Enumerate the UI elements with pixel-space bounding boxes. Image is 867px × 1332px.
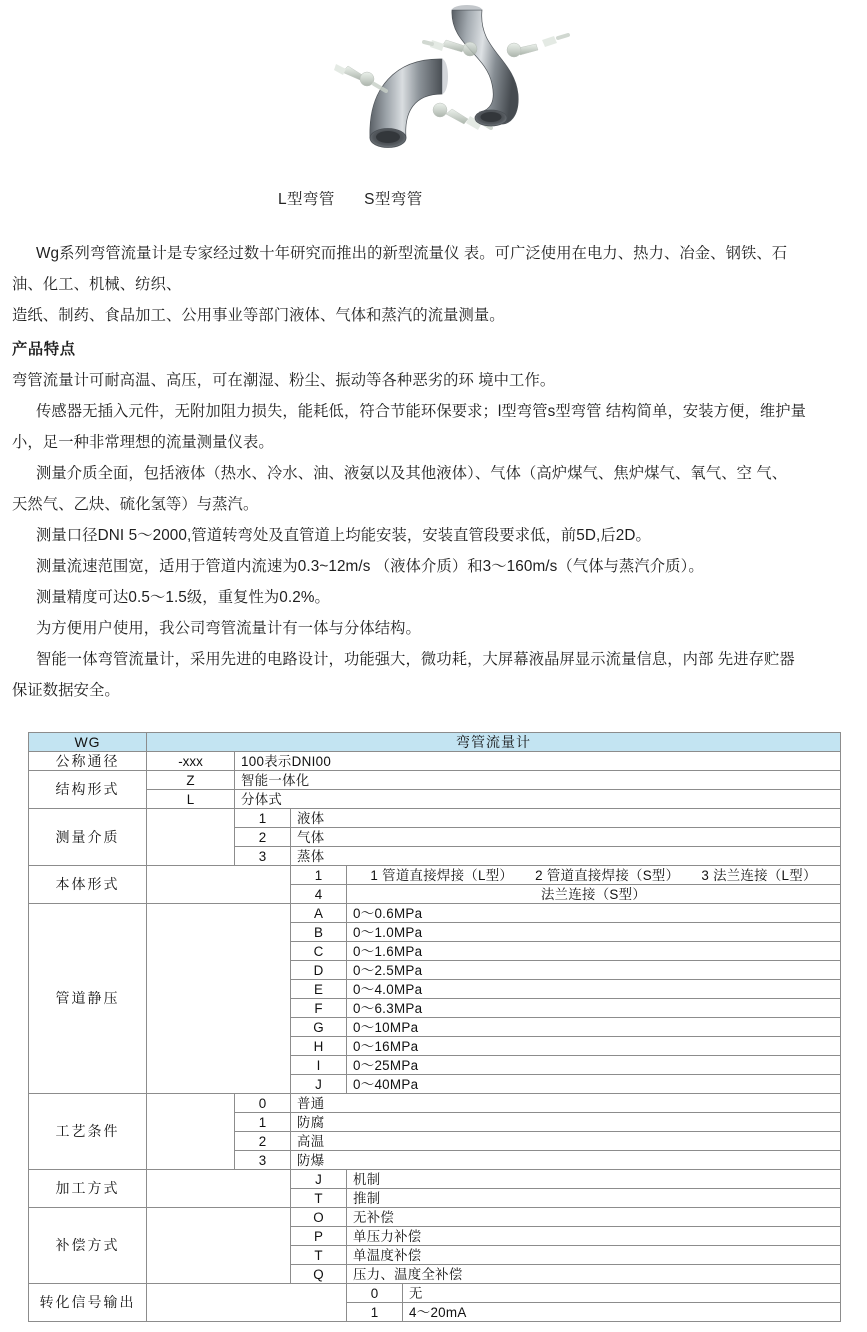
spec-value: 防爆 [291,1151,841,1170]
spec-value: 液体 [291,809,841,828]
spec-value: 分体式 [235,790,841,809]
spec-value: 4～20mA [403,1303,841,1322]
spec-code: 0 [347,1284,403,1303]
spec-value: 0～40MPa [347,1075,841,1094]
table-row [29,771,841,790]
spec-table-wrap [28,732,840,1322]
spec-value: 0～6.3MPa [347,999,841,1018]
table-header-row [29,733,841,752]
spec-value: 单温度补偿 [347,1246,841,1265]
spec-code: 1 [291,866,347,885]
spec-code: O [291,1208,347,1227]
spec-value: 100表示DNI00 [235,752,841,771]
spec-code: T [291,1189,347,1208]
spec-spacer [147,1208,291,1284]
spec-value: 蒸体 [291,847,841,866]
spec-value: 0～10MPa [347,1018,841,1037]
spec-code: C [291,942,347,961]
valve-fitting-icon [507,35,568,57]
spec-category: 公称通径 [29,752,147,771]
spec-code: 1 [235,1113,291,1132]
illustration-caption [0,180,867,220]
spec-code: B [291,923,347,942]
body-form-option: 3 法兰连接（L型） [701,867,817,883]
spec-category: 转化信号输出 [29,1284,147,1322]
caption-s-type: S型弯管 [364,191,423,208]
table-row [29,1284,841,1303]
spec-value: 智能一体化 [235,771,841,790]
table-row [29,904,841,923]
body-paragraph: 保证数据安全。 [12,682,120,699]
spec-code: 3 [235,847,291,866]
spec-code: P [291,1227,347,1246]
spec-code: Z [147,771,235,790]
spec-code: Q [291,1265,347,1284]
l-type-elbow-graphic [334,59,491,148]
table-row [29,1170,841,1189]
body-paragraph: 测量精度可达0.5～1.5级，重复性为0.2%。 [36,589,330,606]
spec-code: 1 [347,1303,403,1322]
spec-spacer [147,1094,235,1170]
spec-code: 2 [235,1132,291,1151]
spec-code: J [291,1170,347,1189]
body-paragraph: 油、化工、机械、纺织、 [12,276,182,293]
spec-code: -xxx [147,752,235,771]
table-row [29,790,841,809]
spec-code: A [291,904,347,923]
hero-illustration [0,0,867,180]
spec-spacer [147,866,291,904]
table-row [29,866,841,885]
body-paragraph: 弯管流量计可耐高温、高压，可在潮湿、粉尘、振动等各种恶劣的环 境中工作。 [12,372,556,389]
spec-value: 0～1.6MPa [347,942,841,961]
body-form-option: 1 管道直接焊接（L型） [370,867,514,883]
spec-code: 3 [235,1151,291,1170]
model-code-spec-table [28,732,841,1322]
spec-spacer [147,1284,347,1322]
product-title-header: 弯管流量计 [147,733,841,752]
spec-value: 无补偿 [347,1208,841,1227]
spec-category: 结构形式 [29,771,147,809]
spec-value: 0～1.0MPa [347,923,841,942]
body-form-option: 2 管道直接焊接（S型） [535,867,680,883]
spec-code: G [291,1018,347,1037]
product-description [0,220,867,706]
body-paragraph: 测量口径DNI 5～2000,管道转弯处及直管道上均能安装，安装直管段要求低，前5D,后2D。 [36,527,651,544]
spec-value: 0～25MPa [347,1056,841,1075]
spec-category: 管道静压 [29,904,147,1094]
spec-spacer [147,904,291,1094]
spec-category: 工艺条件 [29,1094,147,1170]
spec-code: E [291,980,347,999]
spec-code: J [291,1075,347,1094]
spec-value [347,866,841,885]
spec-value: 0～16MPa [347,1037,841,1056]
body-paragraph: 智能一体弯管流量计，采用先进的电路设计，功能强大，微功耗，大屏幕液晶屏显示流量信息，内部 先进存贮器 [36,651,795,668]
spec-value: 无 [403,1284,841,1303]
spec-value: 0～0.6MPa [347,904,841,923]
spec-category: 补偿方式 [29,1208,147,1284]
spec-code: T [291,1246,347,1265]
spec-value: 0～2.5MPa [347,961,841,980]
valve-fitting-icon [424,40,477,56]
spec-code: I [291,1056,347,1075]
spec-code: H [291,1037,347,1056]
caption-l-type: L型弯管 [278,191,335,208]
section-heading: 产品特点 [12,341,76,358]
spec-value: 防腐 [291,1113,841,1132]
spec-value: 推制 [347,1189,841,1208]
model-code-header: WG [29,733,147,752]
spec-code: F [291,999,347,1018]
body-paragraph: 传感器无插入元件，无附加阻力损失，能耗低，符合节能环保要求；l型弯管s型弯管 结构简单，安装方便，维护量 [36,403,807,420]
spec-category: 本体形式 [29,866,147,904]
spec-category: 测量介质 [29,809,147,866]
spec-code: 1 [235,809,291,828]
spec-value: 压力、温度全补偿 [347,1265,841,1284]
body-paragraph: 为方便用户使用，我公司弯管流量计有一体与分体结构。 [36,620,421,637]
body-paragraph: 测量介质全面，包括液体（热水、冷水、油、液氨以及其他液体）、气体（高炉煤气、焦炉煤气、氧气、空 气、 [36,465,788,482]
table-row [29,809,841,828]
table-row [29,1094,841,1113]
spec-value: 高温 [291,1132,841,1151]
body-paragraph: 天然气、乙炔、硫化氢等）与蒸汽。 [12,496,259,513]
spec-code: 4 [291,885,347,904]
spec-value: 单压力补偿 [347,1227,841,1246]
spec-spacer [147,1170,291,1208]
spec-value: 普通 [291,1094,841,1113]
body-paragraph: 造纸、制药、食品加工、公用事业等部门液体、气体和蒸汽的流量测量。 [12,307,505,324]
spec-category: 加工方式 [29,1170,147,1208]
body-paragraph: 小，足一种非常理想的流量测量仪表。 [12,434,274,451]
spec-value: 机制 [347,1170,841,1189]
table-row [29,752,841,771]
bent-pipe-illustration-icon [318,2,578,162]
table-row [29,1208,841,1227]
spec-code: D [291,961,347,980]
spec-value: 0～4.0MPa [347,980,841,999]
valve-fitting-icon [334,64,386,91]
spec-value: 气体 [291,828,841,847]
spec-spacer [147,809,235,866]
spec-value: 法兰连接（S型） [347,885,841,904]
spec-code: 2 [235,828,291,847]
spec-code: 0 [235,1094,291,1113]
spec-code: L [147,790,235,809]
body-paragraph: Wg系列弯管流量计是专家经过数十年研究而推出的新型流量仪 表。可广泛使用在电力、热力、冶金、钢铁、石 [36,245,788,262]
body-paragraph: 测量流速范围宽，适用于管道内流速为0.3~12m/s （液体介质）和3～160m/s（气体与蒸汽介质）。 [36,558,704,575]
